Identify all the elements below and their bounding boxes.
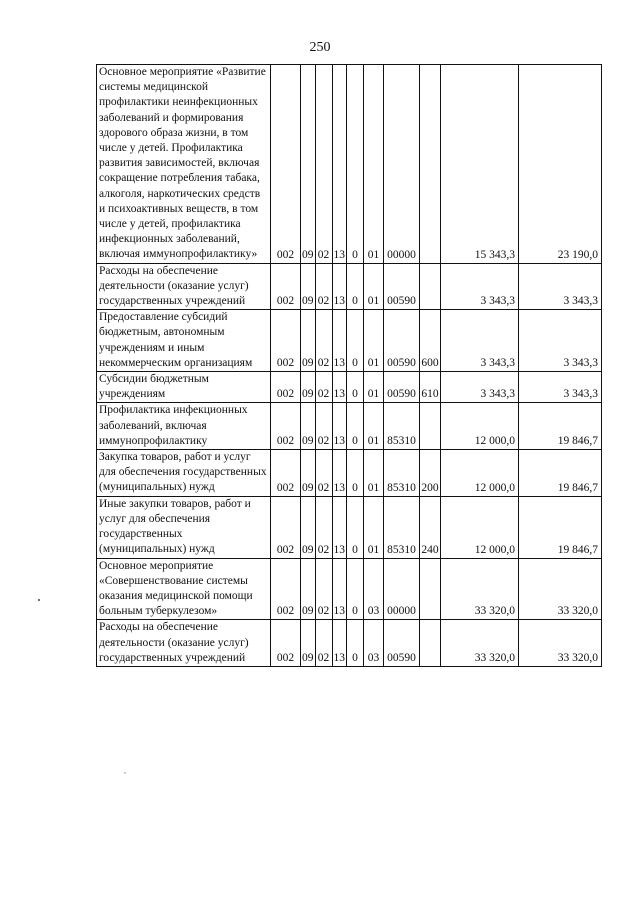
section-code: 09 (301, 310, 316, 372)
amount-year-2: 19 846,7 (519, 403, 602, 450)
amount-year-2: 19 846,7 (519, 450, 602, 497)
item-name: Закупка товаров, работ и услуг для обеспечения государственных (муниципальных) нужд (97, 450, 271, 497)
direction-code: 85310 (384, 496, 420, 558)
event-code: 01 (364, 310, 384, 372)
event-code: 01 (364, 496, 384, 558)
subprogram-code: 0 (347, 263, 364, 310)
amount-year-2: 3 343,3 (519, 310, 602, 372)
subsection-code: 02 (315, 450, 332, 497)
item-name: Расходы на обеспечение деятельности (оказание услуг) государственных учреждений (97, 620, 271, 667)
ministry-code: 002 (271, 372, 301, 403)
amount-year-2: 3 343,3 (519, 372, 602, 403)
section-code: 09 (301, 403, 316, 450)
subsection-code: 02 (315, 496, 332, 558)
event-code: 03 (364, 620, 384, 667)
ministry-code: 002 (271, 263, 301, 310)
page-number: 250 (309, 40, 331, 55)
amount-year-1: 3 343,3 (441, 372, 519, 403)
section-code: 09 (301, 558, 316, 620)
subprogram-code: 0 (347, 496, 364, 558)
ministry-code: 002 (271, 403, 301, 450)
amount-year-2: 3 343,3 (519, 263, 602, 310)
subsection-code: 02 (315, 558, 332, 620)
program-code: 13 (332, 620, 347, 667)
item-name: Иные закупки товаров, работ и услуг для обеспечения государственных (муниципальных) нужд (97, 496, 271, 558)
subprogram-code: 0 (347, 310, 364, 372)
amount-year-1: 12 000,0 (441, 496, 519, 558)
direction-code: 00000 (384, 65, 420, 264)
section-code: 09 (301, 450, 316, 497)
subprogram-code: 0 (347, 65, 364, 264)
event-code: 01 (364, 372, 384, 403)
amount-year-1: 3 343,3 (441, 310, 519, 372)
event-code: 03 (364, 558, 384, 620)
ministry-code: 002 (271, 496, 301, 558)
direction-code: 85310 (384, 450, 420, 497)
subprogram-code: 0 (347, 372, 364, 403)
program-code: 13 (332, 65, 347, 264)
subprogram-code: 0 (347, 620, 364, 667)
direction-code: 85310 (384, 403, 420, 450)
ministry-code: 002 (271, 65, 301, 264)
subprogram-code: 0 (347, 558, 364, 620)
program-code: 13 (332, 263, 347, 310)
program-code: 13 (332, 450, 347, 497)
amount-year-1: 12 000,0 (441, 403, 519, 450)
item-name: Основное мероприятие «Совершенствование системы оказания медицинской помощи больным туберкулезом» (97, 558, 271, 620)
subsection-code: 02 (315, 403, 332, 450)
direction-code: 00590 (384, 372, 420, 403)
event-code: 01 (364, 403, 384, 450)
ministry-code: 002 (271, 310, 301, 372)
ministry-code: 002 (271, 620, 301, 667)
direction-code: 00590 (384, 310, 420, 372)
direction-code: 00590 (384, 263, 420, 310)
program-code: 13 (332, 310, 347, 372)
amount-year-2: 33 320,0 (519, 558, 602, 620)
subsection-code: 02 (315, 263, 332, 310)
expense-type-code: 610 (420, 372, 441, 403)
item-name: Предоставление субсидий бюджетным, автономным учреждениям и иным некоммерческим организациям (97, 310, 271, 372)
program-code: 13 (332, 372, 347, 403)
program-code: 13 (332, 558, 347, 620)
subsection-code: 02 (315, 310, 332, 372)
amount-year-2: 19 846,7 (519, 496, 602, 558)
section-code: 09 (301, 65, 316, 264)
section-code: 09 (301, 620, 316, 667)
event-code: 01 (364, 263, 384, 310)
section-code: 09 (301, 372, 316, 403)
event-code: 01 (364, 450, 384, 497)
item-name: Расходы на обеспечение деятельности (оказание услуг) государственных учреждений (97, 263, 271, 310)
amount-year-1: 12 000,0 (441, 450, 519, 497)
program-code: 13 (332, 496, 347, 558)
item-name: Профилактика инфекционных заболеваний, включая иммунопрофилактику (97, 403, 271, 450)
expense-type-code: 240 (420, 496, 441, 558)
subprogram-code: 0 (347, 403, 364, 450)
amount-year-1: 3 343,3 (441, 263, 519, 310)
direction-code: 00590 (384, 620, 420, 667)
amount-year-2: 33 320,0 (519, 620, 602, 667)
subprogram-code: 0 (347, 450, 364, 497)
amount-year-1: 33 320,0 (441, 620, 519, 667)
program-code: 13 (332, 403, 347, 450)
item-name: Субсидии бюджетным учреждениям (97, 372, 271, 403)
scan-dot (38, 599, 40, 601)
subsection-code: 02 (315, 620, 332, 667)
amount-year-2: 23 190,0 (519, 65, 602, 264)
direction-code: 00000 (384, 558, 420, 620)
ministry-code: 002 (271, 558, 301, 620)
amount-year-1: 33 320,0 (441, 558, 519, 620)
expense-type-code: 200 (420, 450, 441, 497)
amount-year-1: 15 343,3 (441, 65, 519, 264)
subsection-code: 02 (315, 65, 332, 264)
event-code: 01 (364, 65, 384, 264)
expense-type-code: 600 (420, 310, 441, 372)
section-code: 09 (301, 496, 316, 558)
ministry-code: 002 (271, 450, 301, 497)
item-name: Основное мероприятие «Развитие системы медицинской профилактики неинфекционных заболеваний и формирования здорового образа жизни, в том числе у детей. Профилактика развития зависимостей, включая сокращение потребления табака, алкоголя, наркотических средств и психоактивных веществ, в том числе у детей, профилактика инфекционных заболеваний, включая иммунопрофилактику» (97, 65, 271, 264)
subsection-code: 02 (315, 372, 332, 403)
section-code: 09 (301, 263, 316, 310)
